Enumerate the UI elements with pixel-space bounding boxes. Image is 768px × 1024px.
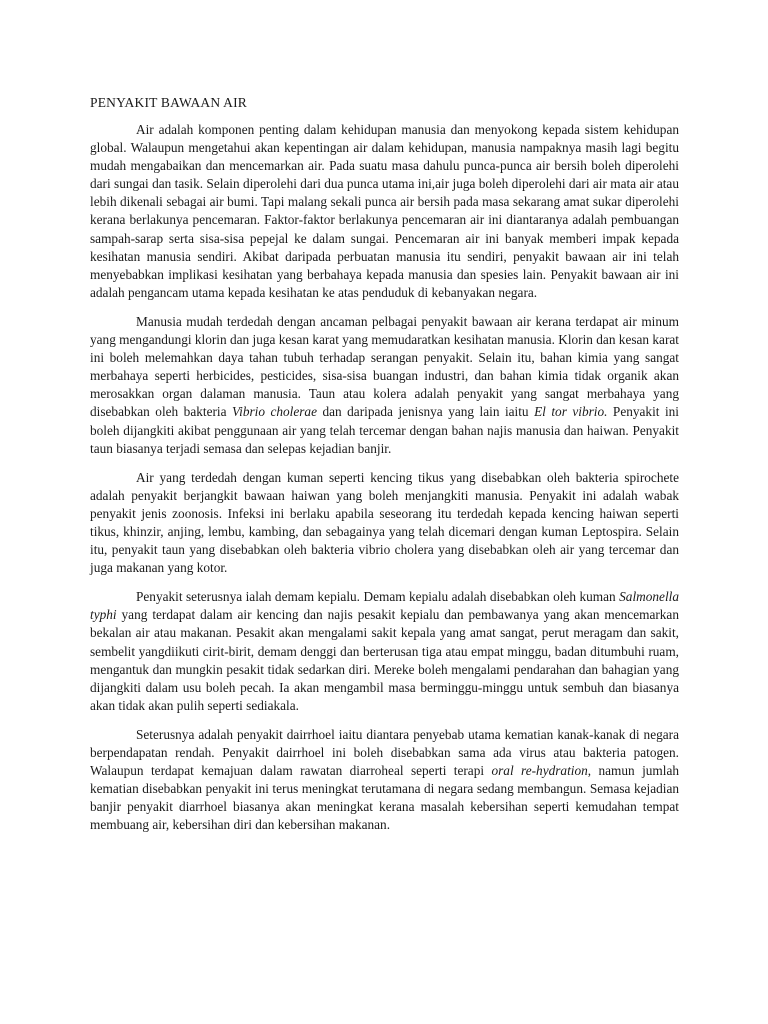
italic-term: Salmonella typhi (90, 589, 679, 623)
document-title: PENYAKIT BAWAAN AIR (90, 95, 247, 110)
italic-term: oral re-hydration (491, 763, 588, 779)
italic-term: El tor vibrio. (534, 404, 608, 420)
paragraph-text: Penyakit ini boleh dijangkiti akibat penggunaan air yang telah tercemar dengan bahan najis manusia dan haiwan. Penyakit taun biasanya terjadi semasa dan selepas kejadian banjir. (90, 404, 679, 456)
paragraph-text: yang terdapat dalam air kencing dan najis pesakit kepialu dan pembawanya yang akan mencemarkan bekalan air atau makanan. Pesakit akan mengalami sakit kepala yang amat sangat, perut meragam dan sakit, sembelit yangdiikuti cirit-birit, demam denggi dan berterusan tiga atau empat minggu, badan ditumbuhi ruam, mengantuk dan mungkin pesakit tidak sedarkan diri. Mereke boleh mengalami pendarahan dan bahagian yang dijangkiti dalam usu boleh pecah. Ia akan mengambil masa berminggu-minggu untuk sembuh dan biasanya akan tidak akan pulih seperti sediakala. (90, 607, 679, 713)
document-body (90, 94, 679, 845)
paragraph-text: Air adalah komponen penting dalam kehidupan manusia dan menyokong kepada sistem kehidupan global. Walaupun mengetahui akan kepentingan air dalam kehidupan, manusia nampaknya masih lagi begitu mudah mengabaikan dan mencemarkan air. Pada suatu masa dahulu punca-punca air bersih boleh diperolehi dari sungai dan tasik. Selain diperolehi dari dua punca utama ini,air juga boleh diperolehi dari air mata air atau lebih dikenali sebagai air bumi. Tapi malang sekali punca air bersih pada masa sekarang amat sukar diperolehi kerana berlakunya pencemaran. Faktor-faktor berlakunya pencemaran air ini diantaranya adalah pembuangan sampah-sarap serta sisa-sisa pepejal ke dalam sungai. Pencemaran air ini banyak memberi impak kepada kesihatan manusia sendiri. Akibat daripada perbuatan manusia itu sendiri, penyakit bawaan air ini telah menyebabkan implikasi kesihatan yang berbahaya kepada manusia dan spesies lain. Penyakit bawaan air ini adalah pengancam utama kepada kesihatan ke atas penduduk di kebanyakan negara. (90, 122, 679, 300)
paragraph-text: Seterusnya adalah penyakit dairrhoel iaitu diantara penyebab utama kematian kanak-kanak di negara berpendapatan rendah. Penyakit dairrhoel ini boleh disebabkan sama ada virus atau bakteria patogen. Walaupun terdapat kemajuan dalam rawatan diarroheal seperti terapi (90, 726, 679, 779)
italic-term: Vibrio cholerae (231, 404, 317, 420)
paragraph-4 (90, 588, 679, 715)
paragraph-text: Manusia mudah terdedah dengan ancaman pelbagai penyakit bawaan air kerana terdapat air minum yang mengandungi klorin dan juga kesan karat yang memudaratkan kesihatan manusia. Klorin dan kesan karat ini boleh melemahkan daya tahan tubuh terhadap serangan penyakit. Selain itu, bahan kimia yang sangat merbahaya seperti herbicides, pesticides, sisa-sisa buangan industri, dan bahan kimia tidak organik akan merosakkan organ dalaman manusia. Taun atau kolera adalah penyakit yang sangat merbahaya yang disebabkan oleh bakteria (90, 313, 679, 420)
paragraph-text: , namun jumlah kematian disebabkan penyakit ini terus meningkat terutamana di negara sedang membangun. Semasa kejadian banjir penyakit diarrhoel biasanya akan meningkat kerana masalah kebersihan seperti kemudahan tempat membuang air, kebersihan diri dan kebersihan makanan. (90, 763, 680, 833)
paragraph-text: dan daripada jenisnya yang lain iaitu (316, 404, 535, 420)
paragraph-3 (90, 469, 679, 578)
paragraph-5 (90, 726, 679, 835)
paragraph-text: Air yang terdedah dengan kuman seperti kencing tikus yang disebabkan oleh bakteria spirochete adalah penyakit berjangkit bawaan haiwan yang boleh menjangkiti manusia. Penyakit ini adalah wabak penyakit jenis zoonosis. Infeksi ini berlaku apabila seseorang itu terdedah kepada kencing haiwan seperti tikus, khinzir, anjing, lembu, kambing, dan sebagainya yang telah dicemari dengan kuman Leptospira. Selain itu, penyakit taun yang disebabkan oleh bakteria vibrio cholera yang disebabkan oleh air yang tercemar dan juga makanan yang kotor. (90, 469, 679, 576)
paragraph-text: Penyakit seterusnya ialah demam kepialu. Demam kepialu adalah disebabkan oleh kuman (136, 589, 620, 605)
paragraph-1 (90, 121, 679, 302)
paragraph-2 (90, 313, 679, 458)
